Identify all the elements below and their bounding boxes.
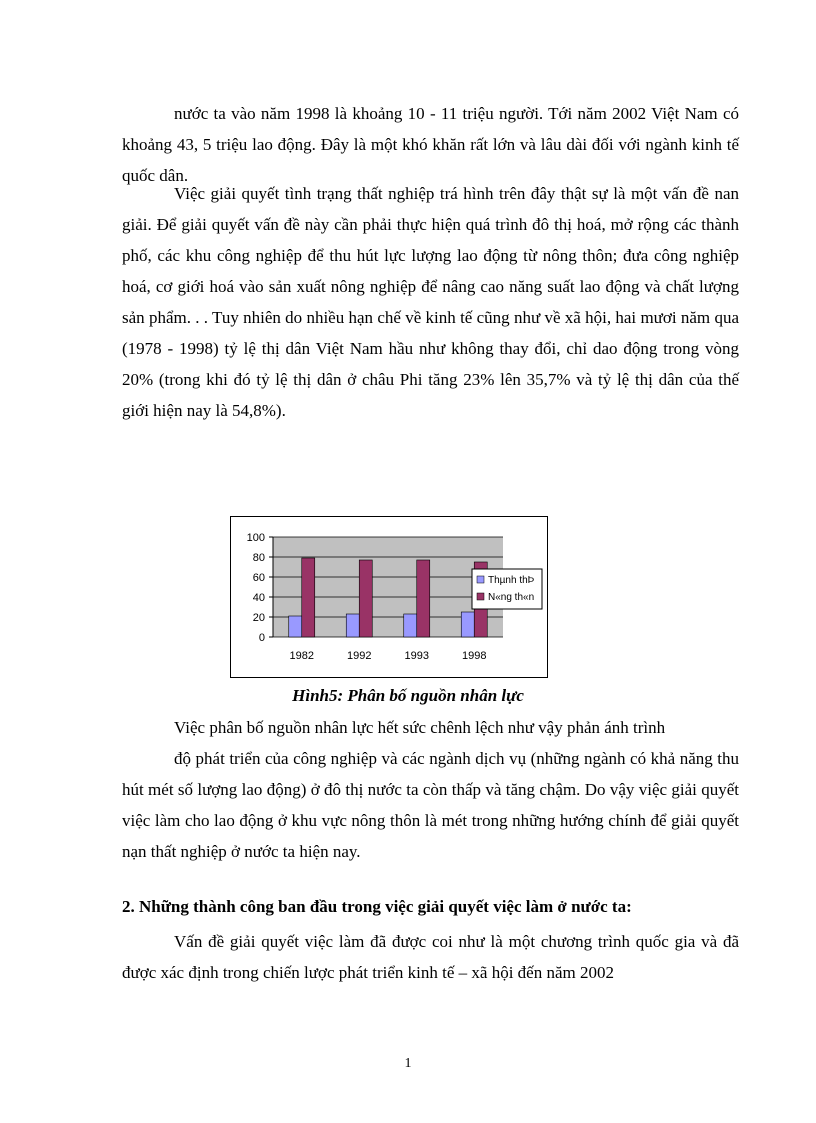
section-heading: 2. Những thành công ban đầu trong việc giải quyết việc làm ở nước ta: — [122, 897, 632, 916]
y-tick-label: 100 — [246, 532, 265, 544]
x-tick-label: 1992 — [347, 650, 372, 662]
legend-swatch-rural — [477, 593, 484, 600]
bar-rural-1982 — [302, 558, 315, 637]
x-tick-label: 1993 — [404, 650, 429, 662]
bar-chart — [231, 517, 547, 677]
y-tick-label: 0 — [258, 632, 265, 644]
bar-urban-1982 — [289, 616, 302, 637]
legend-swatch-urban — [477, 576, 484, 583]
legend-label-rural: N«ng th«n — [488, 592, 535, 603]
y-tick-label: 40 — [252, 592, 265, 604]
bar-rural-1993 — [417, 560, 430, 637]
paragraph-distribution: độ phát triển của công nghiệp và các ngành dịch vụ (những ngành có khả năng thu hút mét số lượng lao động) ở đô thị nước ta còn thấp và tăng chậm. Do vậy việc giải quyết việc làm cho lao động ở khu vực nông thôn là mét trong những hướng chính để giải quyết nạn thất nghiệp ở nước ta hiện nay. — [122, 749, 739, 861]
page-number: 1 — [404, 1056, 412, 1071]
chart-frame — [230, 516, 548, 678]
figure-caption: Hình5: Phân bố nguồn nhân lực — [292, 686, 524, 705]
y-tick-label: 60 — [252, 572, 265, 584]
y-tick-label: 20 — [252, 612, 265, 624]
x-tick-label: 1998 — [462, 650, 487, 662]
bar-urban-1992 — [346, 614, 359, 637]
bar-urban-1993 — [404, 614, 417, 637]
y-tick-label: 80 — [252, 552, 265, 564]
paragraph-distribution-line1: Việc phân bố nguồn nhân lực hết sức chênh lệch như vậy phản ánh trình — [174, 718, 666, 737]
paragraph-policy: Vấn đề giải quyết việc làm đã được coi như là một chương trình quốc gia và đã được xác định trong chiến lược phát triển kinh tế – xã hội đến năm 2002 — [122, 932, 739, 982]
legend-label-urban: Thµnh thÞ — [488, 575, 535, 586]
paragraph-urbanization: Việc giải quyết tình trạng thất nghiệp trá hình trên đây thật sự là một vấn đề nan giải. Để giải quyết vấn đề này cần phải thực hiện quá trình đô thị hoá, mở rộng các thành phố, các khu công nghiệp để thu hút lực lượng lao động từ nông thôn; đưa công nghiệp hoá, cơ giới hoá vào sản xuất nông nghiệp để nâng cao năng suất lao động và chất lượng sản phẩm. . . Tuy nhiên do nhiều hạn chế về kinh tế cũng như về xã hội, hai mươi năm qua (1978 - 1998) tỷ lệ thị dân Việt Nam hầu như không thay đổi, chỉ dao động trong vòng 20% (trong khi đó tỷ lệ thị dân ở châu Phi tăng 23% lên 35,7% và tỷ lệ thị dân của thế giới hiện nay là 54,8%). — [122, 184, 739, 420]
bar-rural-1992 — [359, 560, 372, 637]
x-tick-label: 1982 — [289, 650, 314, 662]
paragraph-intro: nước ta vào năm 1998 là khoảng 10 - 11 triệu người. Tới năm 2002 Việt Nam có khoảng 43, 5 triệu lao động. Đây là một khó khăn rất lớn và lâu dài đối với ngành kinh tế quốc dân. — [122, 104, 739, 185]
bar-urban-1998 — [461, 612, 474, 637]
